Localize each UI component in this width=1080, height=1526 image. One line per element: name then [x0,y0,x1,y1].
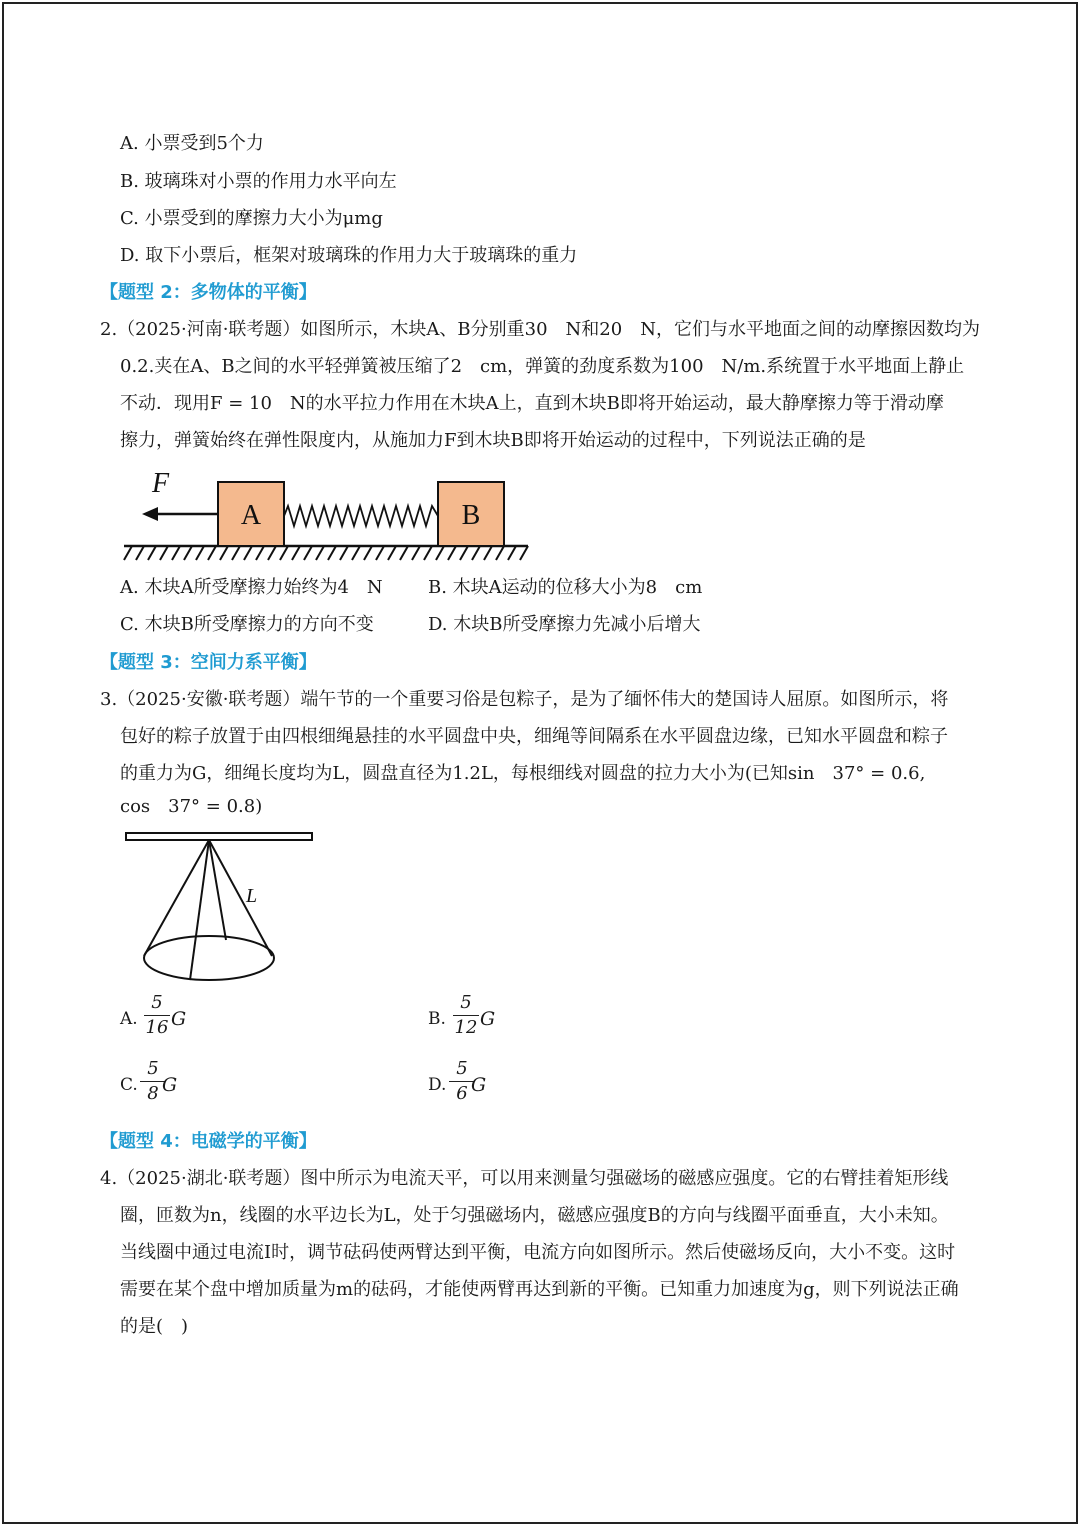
q2-line-4: 擦力，弹簧始终在弹性限度内，从施加力F到木块B即将开始运动的过程中，下列说法正确的是 [120,430,866,451]
numerator: 5 [460,992,472,1013]
q3-option-d-label: D. [428,1075,447,1095]
q3-option-c-var: G [162,1074,178,1096]
denominator: 12 [454,1017,478,1038]
q3-option-b-label: B. [428,1009,446,1029]
denominator: 8 [147,1083,159,1104]
q3-line-4: cos 37° = 0.8) [120,796,263,817]
section-heading-3: 【题型 3：空间力系平衡】 [100,652,317,673]
q2-option-b: B. 木块A运动的位移大小为8 cm [428,577,703,598]
q1-option-d: D. 取下小票后，框架对玻璃珠的作用力大于玻璃珠的重力 [120,245,578,266]
rope-length-label: L [246,885,258,907]
section-heading-4: 【题型 4：电磁学的平衡】 [100,1131,317,1152]
document-page [2,2,1078,1524]
q2-line-2: 0.2.夹在A、B之间的水平轻弹簧被压缩了2 cm，弹簧的劲度系数为100 N/m.系统置于水平地面上静止 [120,356,965,377]
ceiling-plate [126,833,312,840]
block-b-label: B [461,500,481,531]
denominator: 16 [145,1017,169,1038]
q2-option-c: C. 木块B所受摩擦力的方向不变 [120,614,374,635]
q3-line-1: 3.（2025·安徽·联考题）端午节的一个重要习俗是包粽子，是为了缅怀伟大的楚国诗人屈原。如图所示，将 [100,689,949,710]
q4-line-1: 4.（2025·湖北·联考题）图中所示为电流天平，可以用来测量匀强磁场的磁感应强度。它的右臂挂着矩形线 [100,1168,949,1189]
arrowhead-icon [142,507,158,521]
q3-option-a-label: A. [120,1009,138,1029]
q3-option-b-fraction [453,992,479,1039]
denominator: 6 [456,1083,468,1104]
q3-option-c-label: C. [120,1075,138,1095]
disc [144,936,274,980]
q1-option-c: C. 小票受到的摩擦力大小为μmg [120,208,383,229]
q3-option-a-fraction [144,992,170,1039]
q4-line-5: 的是( ) [120,1316,189,1337]
numerator: 5 [147,1058,159,1079]
q4-line-2: 圈，匝数为n，线圈的水平边长为L，处于匀强磁场内，磁感应强度B的方向与线圈平面垂直，大小未知。 [120,1205,949,1226]
q2-line-1: 2.（2025·河南·联考题）如图所示，木块A、B分别重30 N和20 N，它们与水平地面之间的动摩擦因数均为 [100,319,980,340]
q3-line-3: 的重力为G，细绳长度均为L，圆盘直径为1.2L，每根细线对圆盘的拉力大小为(已知sin 37° = 0.6, [120,763,926,784]
force-label: F [152,468,170,499]
q3-hanging-disc-figure [122,830,318,988]
q4-line-4: 需要在某个盘中增加质量为m的砝码，才能使两臂再达到新的平衡。已知重力加速度为g，则下列说法正确 [120,1279,959,1300]
q1-option-a: A. 小票受到5个力 [120,133,264,154]
q3-option-a-var: G [171,1008,187,1030]
q2-option-d: D. 木块B所受摩擦力先减小后增大 [428,614,701,635]
section-heading-2: 【题型 2：多物体的平衡】 [100,282,317,303]
q4-line-3: 当线圈中通过电流I时，调节砝码使两臂达到平衡，电流方向如图所示。然后使磁场反向，大小不变。这时 [120,1242,956,1263]
q3-option-d-var: G [471,1074,487,1096]
spring [284,506,438,526]
q2-line-3: 不动．现用F = 10 N的水平拉力作用在木块A上，直到木块B即将开始运动，最大静摩擦力等于滑动摩 [120,393,944,414]
q3-option-b-var: G [480,1008,496,1030]
block-a-label: A [240,500,262,531]
q3-line-2: 包好的粽子放置于由四根细绳悬挂的水平圆盘中央，细绳等间隔系在水平圆盘边缘，已知水平圆盘和粽子 [120,726,948,747]
ropes [144,840,272,980]
q2-option-a: A. 木块A所受摩擦力始终为4 N [120,577,383,598]
q1-option-b: B. 玻璃珠对小票的作用力水平向左 [120,171,397,192]
numerator: 5 [456,1058,468,1079]
q2-blocks-spring-figure [122,466,534,566]
numerator: 5 [151,992,163,1013]
